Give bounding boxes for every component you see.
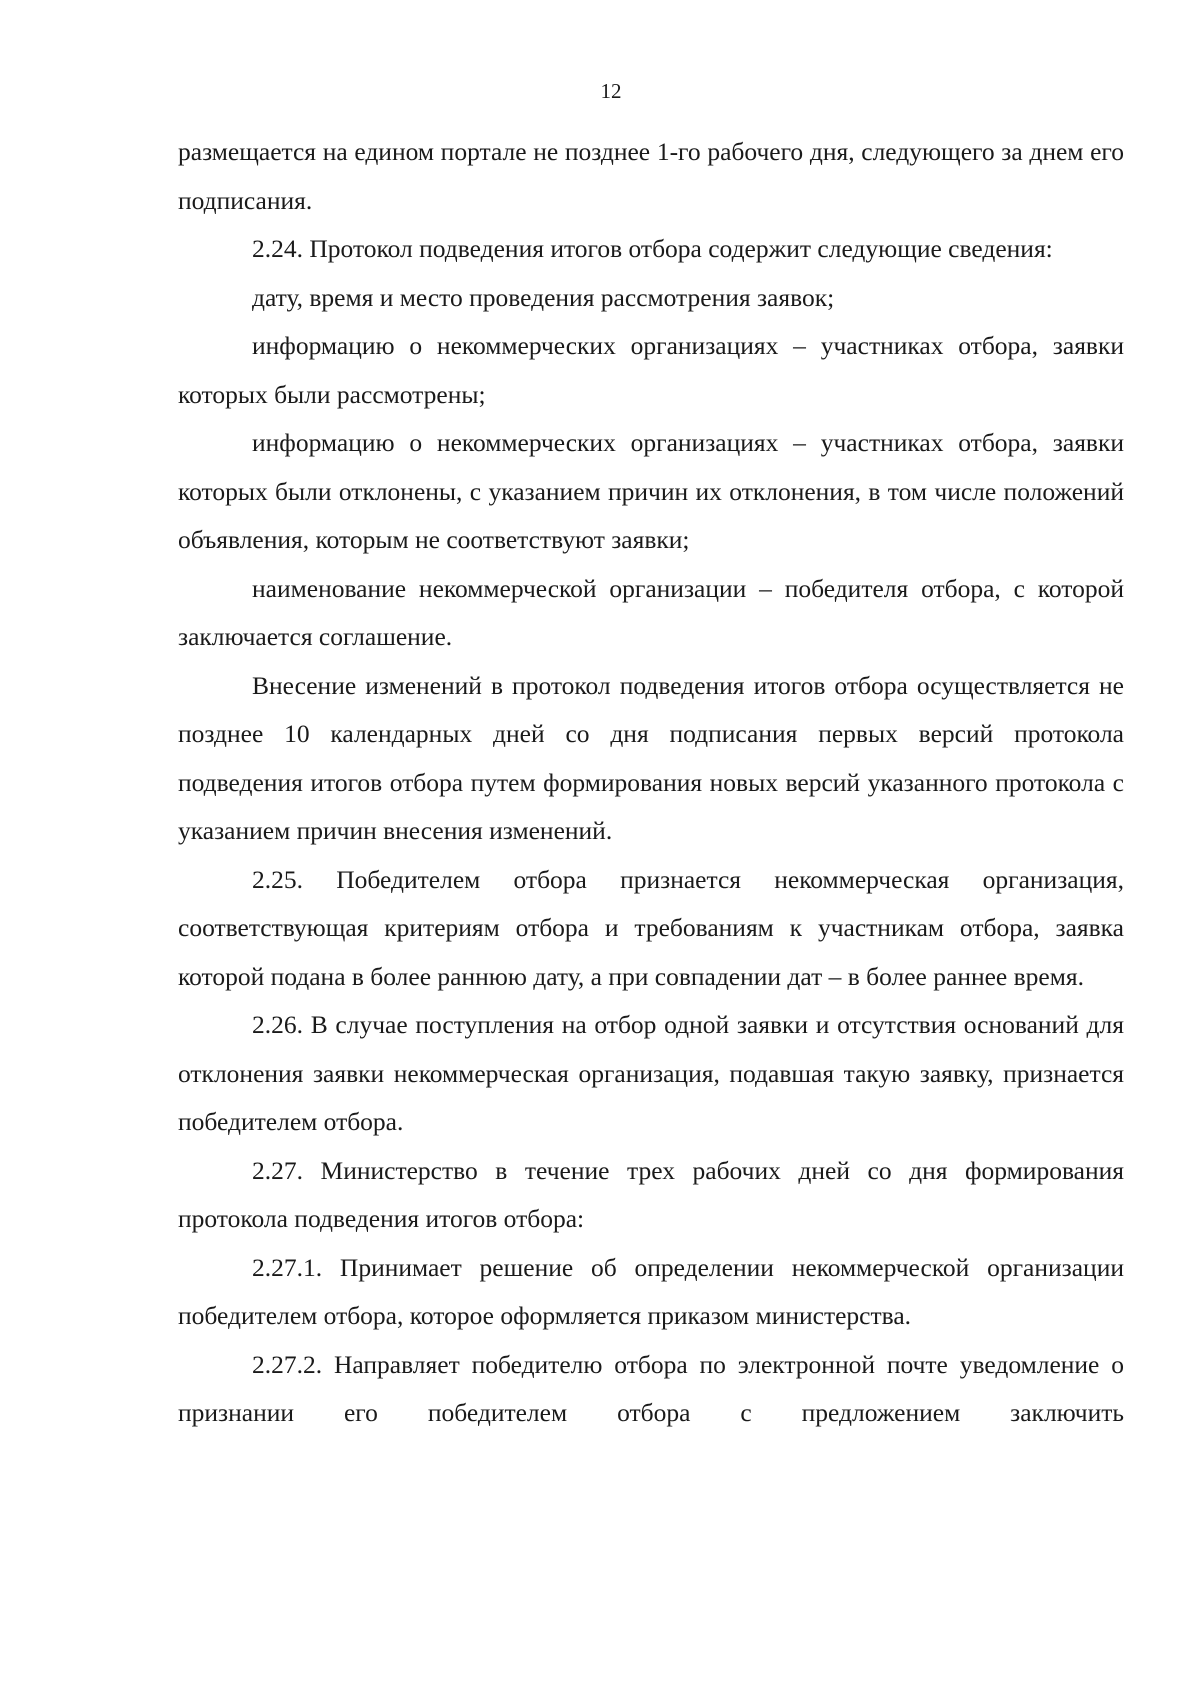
paragraph-2-24-protocol-contents: 2.24. Протокол подведения итогов отбора содержит следующие сведения: <box>252 234 1053 263</box>
paragraph-portal-placement: размещается на едином портале не позднее 1-го рабочего дня, следующего за днем его подписания. <box>178 137 1124 215</box>
list-item-date-time-place: дату, время и место проведения рассмотрения заявок; <box>252 282 835 312</box>
paragraph-2-27-2-notification: 2.27.2. Направляет победителю отбора по электронной почте уведомление о признании его победителем отбора с предложением заключить <box>178 1349 1124 1427</box>
paragraph-2-27-1-decision: 2.27.1. Принимает решение об определении некоммерческой организации победителем отбора, которое оформляется приказом министерства. <box>178 1252 1124 1330</box>
document-body <box>178 128 1124 1438</box>
paragraph-2-26-single-application: 2.26. В случае поступления на отбор одной заявки и отсутствия оснований для отклонения заявки некоммерческая организация, подавшая такую заявку, признается победителем отбора. <box>178 1010 1124 1136</box>
page-number: 12 <box>600 79 622 103</box>
list-item-rejected-applications: информацию о некоммерческих организациях – участниках отбора, заявки которых были отклонены, с указанием причин их отклонения, в том числе положений объявления, которым не соответствуют заявки; <box>178 428 1124 554</box>
list-item-reviewed-applications: информацию о некоммерческих организациях – участниках отбора, заявки которых были рассмотрены; <box>178 331 1124 409</box>
paragraph-2-25-winner-criteria: 2.25. Победителем отбора признается некоммерческая организация, соответствующая критериям отбора и требованиям к участникам отбора, заявка которой подана в более раннюю дату, а при совпадении дат – в более раннее время. <box>178 864 1124 991</box>
paragraph-2-27-ministry-actions: 2.27. Министерство в течение трех рабочих дней со дня формирования протокола подведения итогов отбора: <box>178 1155 1124 1233</box>
list-item-winner-name: наименование некоммерческой организации – победителя отбора, с которой заключается соглашение. <box>178 573 1124 651</box>
paragraph-protocol-amendments: Внесение изменений в протокол подведения итогов отбора осуществляется не позднее 10 календарных дней со дня подписания первых версий протокола подведения итогов отбора путем формирования новых версий указанного протокола с указанием причин внесения изменений. <box>178 670 1124 845</box>
